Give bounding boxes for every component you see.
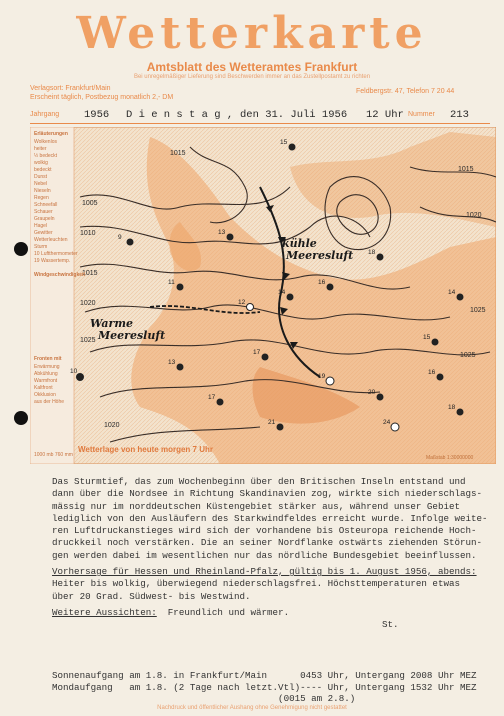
svg-text:18: 18 [368,249,376,256]
outlook-label: Weitere Aussichten: [52,606,157,618]
warm-airmass-label-2: Meeresluft [98,329,166,342]
isobar-label: 1025 [80,337,96,344]
moonrise-line: Mondaufgang am 1.8. (2 Tage nach letzt.Vtl)---- Uhr, Untergang 1532 Uhr MEZ [52,681,477,693]
legend-item: Wetterleuchten [34,237,68,243]
punch-hole [14,411,28,425]
svg-text:19: 19 [318,373,326,380]
svg-text:16: 16 [318,279,326,286]
svg-text:18: 18 [448,404,456,411]
legend-item: Kaltfront [34,385,53,391]
legend-item: Nieseln [34,188,51,194]
cool-airmass-label: kühle [282,237,317,250]
forecast-line: Heiter bis wolkig, überwiegend niederschlagsfrei. Höchsttemperaturen etwas [52,578,460,590]
dateline [30,107,490,124]
time: 12 Uhr [366,109,404,121]
isobar-label: 1015 [170,150,186,157]
legend-item: Hagel [34,223,48,229]
svg-text:14: 14 [448,289,456,296]
warm-airmass-label: Warme [90,317,133,330]
map-caption: Wetterlage von heute morgen 7 Uhr [78,445,213,454]
legend-item: ½ bedeckt [34,153,58,159]
legend-item: Abkühlung [34,371,58,377]
paragraph-line: mässig nur im norddeutschen Küstengebiet stärker aus, während unser Gebiet [52,500,460,512]
legend-fronts-title: Fronten mit [34,356,62,362]
page-subtitle: Amtsblatt des Wetteramtes Frankfurt [146,60,358,74]
legend-item: bedeckt [34,167,52,173]
forecast-line: über 20 Grad. Südwest- bis Westwind. [52,590,251,602]
isobar-label: 1025 [470,307,486,314]
paragraph-line: Das Sturmtief, das zum Wochenbeginn über den Britischen Inseln entstand und [52,476,466,487]
jahrgang-label: Jahrgang [30,111,60,118]
legend-item: 10 Luftthermometer [34,251,78,257]
isobar-label: 1020 [104,422,120,429]
legend-item: Sturm [34,244,48,250]
outlook-text: Freundlich und wärmer. [167,606,290,618]
signature: St. [382,619,399,631]
weekday: D i e n s t a g , [126,109,234,121]
isobar-label: 1020 [466,212,482,219]
svg-text:17: 17 [253,349,261,356]
svg-text:11: 11 [168,279,175,286]
legend-item: wolkig [34,160,48,166]
page-title: Wetterkarte [76,8,428,59]
legend-wind-title: Windgeschwindigkeit [34,272,86,278]
legend-item: Dunst [34,174,48,180]
map-scale: Maßstab 1:30000000 [426,455,474,461]
sunrise-line: Sonnenaufgang am 1.8. in Frankfurt/Main 0453 Uhr, Untergang 2008 Uhr MEZ [52,670,477,681]
svg-text:9: 9 [118,234,122,241]
forecast-text [52,476,492,632]
svg-text:20: 20 [368,389,376,396]
svg-text:10: 10 [70,368,78,375]
weather-map [30,127,496,464]
legend-item: Erwärmung [34,364,60,370]
isobar-label: 1010 [80,230,96,237]
paragraph-line: dann über die Nordsee in Richtung Skandinavien zog, wirkte sich niederschlags- [52,488,483,500]
legend-item: aus der Höhe [34,399,65,405]
legend-item: Okklusion [34,392,56,398]
publisher-line-1: Verlagsort: Frankfurt/Main [30,85,111,92]
date: den 31. Juli 1956 [240,109,348,121]
svg-text:12: 12 [238,299,246,306]
svg-text:13: 13 [218,229,226,236]
svg-text:15: 15 [423,334,431,341]
publisher-line-2: Erscheint täglich, Postbezug monatlich 2,- DM [30,94,174,101]
legend-item: Gewitter [34,230,53,236]
forecast-heading: Vorhersage für Hessen und Rheinland-Pfalz, gültig bis 1. August 1956, abends: [52,566,477,578]
paragraph-line: ren Luftdruckanstieges wird sich der vorhandene bis Osteuropa reichende Hoch- [52,525,477,537]
delivery-note: Bei unregelmäßiger Lieferung sind Beschwerden immer an das Zustellpostamt zu richten [133,74,371,80]
legend-item: Warmfront [34,378,58,384]
legend-title: Erläuterungen [34,131,68,137]
svg-text:13: 13 [168,359,176,366]
svg-text:24: 24 [383,419,391,426]
svg-text:16: 16 [428,369,436,376]
legend-item: Schneefall [34,202,58,208]
legend-item: Graupeln [34,216,55,222]
jahrgang-value: 1956 [84,109,110,121]
svg-text:14: 14 [278,289,286,296]
cool-airmass-label-2: Meeresluft [286,249,354,262]
nummer-label: Nummer [408,111,435,118]
legend-item: Schauer [34,209,53,215]
legend-item: Wolkenlos [34,139,57,145]
paragraph-line: gen werden dabei im wesentlichen nur das nördliche Bundesgebiet beeinflussen. [52,549,477,561]
legend-item: Regen [34,195,49,201]
isobar-label: 1005 [82,200,98,207]
legend-bottom: 1000 mb 760 mm [34,452,73,458]
punch-hole [14,242,28,256]
svg-text:15: 15 [280,139,288,146]
isobar-label: 1020 [80,300,96,307]
moon-note-line: (0015 am 2.8.) [52,693,356,704]
address-line: Feldbergstr. 47, Telefon 7 20 44 [356,88,455,95]
isobar-label: 1025 [460,352,476,359]
paragraph-line: lediglich von den Ausläufern des Starkwindfeldes erreicht wurde. Infolge weite- [52,512,488,524]
paragraph-line: druckkeil noch verstärken. Die an seiner Nordflanke ostwärts ziehenden Störun- [52,537,483,549]
legend-item: heiter [34,146,47,152]
svg-text:21: 21 [268,419,276,426]
isobar-label: 1015 [458,166,474,173]
sun-moon-times [52,670,477,705]
legend-item: Nebel [34,181,48,187]
isobar-label: 1015 [82,270,98,277]
legend-item: 19 Wassertemp. [34,258,71,264]
footer-note: Nachdruck und öffentlicher Aushang ohne Genehmigung nicht gestattet [157,705,347,711]
svg-text:17: 17 [208,394,216,401]
nummer-value: 213 [450,109,469,121]
